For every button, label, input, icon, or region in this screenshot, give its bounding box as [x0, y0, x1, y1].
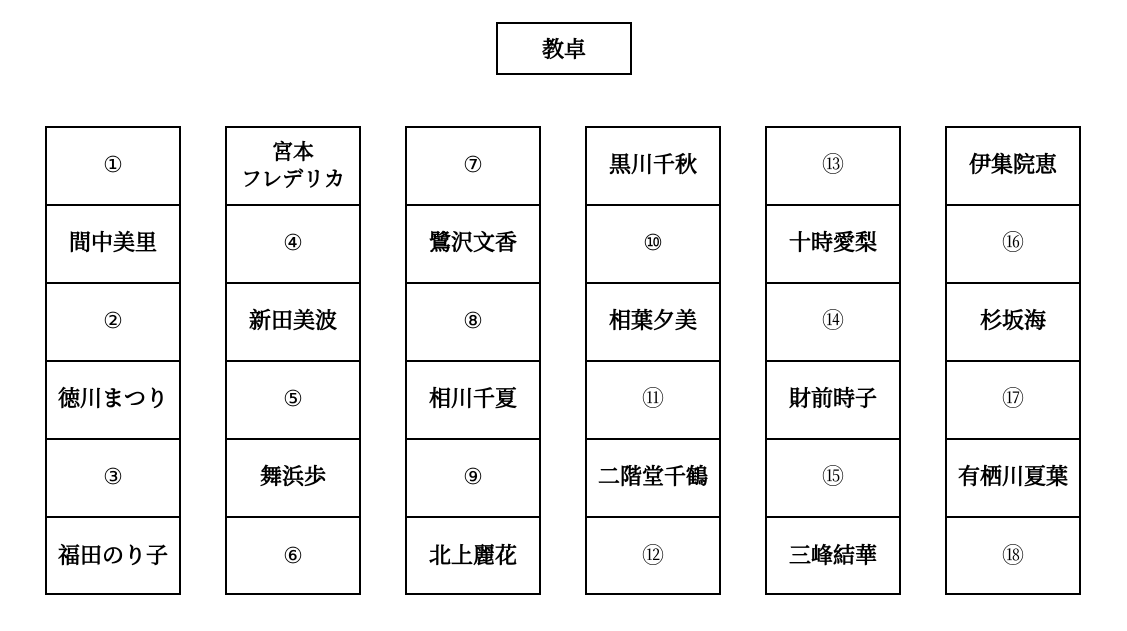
seat-cell: ⑦: [407, 128, 539, 206]
seat-cell: ②: [47, 284, 179, 362]
seat-cell: 相葉夕美: [587, 284, 719, 362]
seat-cell: 相川千夏: [407, 362, 539, 440]
seat-cell: 福田のり子: [57, 543, 168, 569]
seat-cell: ①: [47, 128, 179, 206]
seat-cell: ⑧: [407, 284, 539, 362]
seat-column-1: [45, 126, 181, 595]
seat-cell: ⑤: [227, 362, 359, 440]
seat-cell: ⑩: [587, 206, 719, 284]
seat-cell: ⑮: [767, 440, 899, 518]
seat-cell: ⑯: [947, 206, 1079, 284]
seat-cell: 財前時子: [767, 362, 899, 440]
seat-cell: 三峰結華: [788, 543, 877, 569]
seat-cell: 有栖川夏葉: [947, 440, 1079, 518]
seat-cell: 徳川まつり: [47, 362, 179, 440]
seat-cell: 二階堂千鶴: [587, 440, 719, 518]
seat-cell: 舞浜歩: [227, 440, 359, 518]
seat-cell: 北上麗花: [428, 543, 517, 569]
seat-cell: ④: [227, 206, 359, 284]
seat-cell: ⑬: [767, 128, 899, 206]
seat-cell: 黒川千秋: [587, 128, 719, 206]
seat-cell: ⑰: [947, 362, 1079, 440]
seat-cell: 十時愛梨: [767, 206, 899, 284]
seat-column-4: [585, 126, 721, 595]
seat-cell: 伊集院恵: [947, 128, 1079, 206]
seat-cell: 新田美波: [227, 284, 359, 362]
teacher-desk: 教卓: [496, 22, 632, 75]
seat-cell: 間中美里: [47, 206, 179, 284]
seat-cell: 宮本 フレデリカ: [227, 128, 359, 206]
seat-column-5: [765, 126, 901, 595]
seat-cell: ⑭: [767, 284, 899, 362]
seat-cell: ⑫: [641, 543, 664, 569]
seat-cell: ⑪: [587, 362, 719, 440]
seat-column-3: [405, 126, 541, 595]
seat-cell: ⑱: [1001, 543, 1024, 569]
seat-column-2: [225, 126, 361, 595]
seat-cell: ⑨: [407, 440, 539, 518]
seat-column-6: [945, 126, 1081, 595]
seat-cell: 鷺沢文香: [407, 206, 539, 284]
seat-cell: ⑥: [283, 543, 303, 569]
seat-cell: 杉坂海: [947, 284, 1079, 362]
seat-cell: ③: [47, 440, 179, 518]
